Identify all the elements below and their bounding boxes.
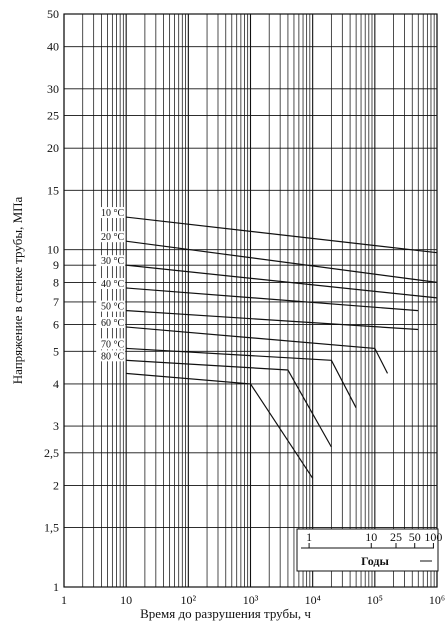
y-tick-label: 10 [47,242,59,257]
x-tick-label: 10⁶ [428,593,445,607]
y-tick-label: 7 [53,294,59,309]
series-label: 10 °C [100,208,125,220]
years-scale-label: Годы [361,554,389,568]
y-tick-label: 4 [53,376,59,391]
years-tick-label: 50 [408,530,421,544]
y-tick-label: 5 [53,344,59,359]
y-tick-label: 2,5 [44,445,59,460]
years-tick-label: 100 [424,530,443,544]
y-tick-label: 30 [47,81,59,96]
series-label: 20 °C [100,232,125,244]
y-tick-labels [44,7,59,594]
y-tick-label: 6 [53,317,59,332]
series-label: 50 °C [100,301,125,313]
series-layer [126,217,437,478]
years-tick-label: 10 [365,530,378,544]
y-tick-label: 1 [53,580,59,594]
series-line [126,265,437,298]
x-tick-label: 10⁵ [366,593,383,607]
minor-grid [83,14,434,587]
x-tick-label: 10² [180,593,197,607]
y-tick-label: 8 [53,275,59,290]
x-tick-label: 1 [61,593,67,607]
y-tick-label: 2 [53,478,59,493]
y-tick-label: 20 [47,141,59,156]
x-tick-label: 10 [120,593,133,607]
x-tick-label: 10³ [242,593,259,607]
years-scale-inset [297,529,442,571]
y-tick-label: 1,5 [44,520,59,535]
series-label: 70 °C [100,339,125,351]
years-tick-label: 25 [389,530,402,544]
x-axis-title: Время до разрушения трубы, ч [140,606,311,621]
y-tick-label: 3 [53,419,59,434]
series-labels [96,207,125,362]
years-tick-label: 1 [306,530,313,544]
y-tick-label: 50 [47,7,59,21]
y-axis-title: Напряжение в стенке трубы, МПа [10,196,25,385]
series-line [126,360,331,447]
y-tick-label: 15 [47,183,59,198]
series-label: 30 °C [100,256,125,268]
y-tick-label: 9 [53,258,59,273]
x-tick-labels [61,593,445,607]
y-tick-label: 40 [47,39,59,54]
y-tick-label: 25 [47,108,59,123]
series-label: 40 °C [100,279,125,291]
series-label: 60 °C [100,318,125,330]
series-label: 80 °C [100,351,125,363]
x-tick-label: 10⁴ [304,593,321,607]
